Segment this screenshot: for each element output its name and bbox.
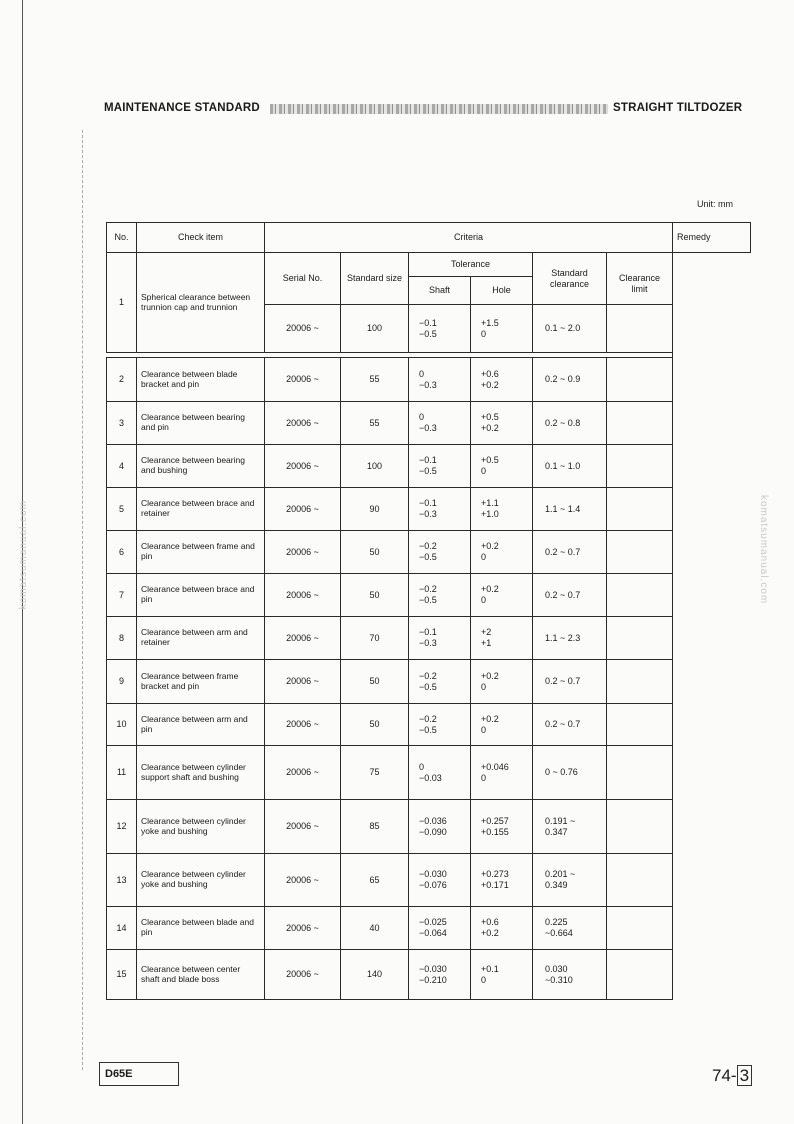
standard-size: 85	[341, 800, 409, 854]
hole-tolerance: +0.273 +0.171	[471, 854, 533, 907]
watermark-left: komatsumanual.com	[18, 500, 29, 610]
serial-no: 20006 ~	[265, 402, 341, 445]
table-row	[107, 531, 751, 574]
check-item: Clearance between bearing and bushing	[137, 445, 265, 488]
check-item: Clearance between frame bracket and pin	[137, 660, 265, 704]
clearance-limit	[607, 617, 673, 660]
clearance-limit	[607, 746, 673, 800]
header-check-item: Check item	[137, 223, 265, 253]
table-row	[107, 854, 751, 907]
standard-clearance: 0.2 ~ 0.7	[533, 531, 607, 574]
standard-size: 65	[341, 854, 409, 907]
check-item: Clearance between arm and pin	[137, 704, 265, 746]
header-shaft: Shaft	[409, 277, 471, 305]
row-no: 1	[107, 253, 137, 353]
table-header-row	[107, 223, 751, 253]
standard-size: 50	[341, 574, 409, 617]
clearance-limit	[607, 358, 673, 402]
shaft-tolerance: −0.2 −0.5	[409, 531, 471, 574]
standard-size: 55	[341, 402, 409, 445]
standard-clearance: 0.225 ~0.664	[533, 907, 607, 950]
check-item: Clearance between brace and retainer	[137, 488, 265, 531]
check-item: Clearance between blade and pin	[137, 907, 265, 950]
table-row	[107, 488, 751, 531]
serial-no: 20006 ~	[265, 704, 341, 746]
row-no: 11	[107, 746, 137, 800]
standard-size: 50	[341, 704, 409, 746]
check-item: Clearance between blade bracket and pin	[137, 358, 265, 402]
check-item: Clearance between brace and pin	[137, 574, 265, 617]
hole-tolerance: +0.257 +0.155	[471, 800, 533, 854]
page-number	[712, 1066, 752, 1086]
row-no: 10	[107, 704, 137, 746]
clearance-limit	[607, 445, 673, 488]
standard-size: 90	[341, 488, 409, 531]
table-row	[107, 800, 751, 854]
hole-tolerance: +0.2 0	[471, 574, 533, 617]
table-row	[107, 445, 751, 488]
standard-size: 40	[341, 907, 409, 950]
clearance-limit	[607, 531, 673, 574]
clearance-limit	[607, 907, 673, 950]
hole-tolerance: +0.2 0	[471, 531, 533, 574]
header-serial-no: Serial No.	[265, 253, 341, 305]
table-row	[107, 704, 751, 746]
maintenance-standard-table	[106, 222, 751, 1000]
serial-no: 20006 ~	[265, 617, 341, 660]
hole-tolerance: +0.046 0	[471, 746, 533, 800]
row-no: 5	[107, 488, 137, 531]
row-no: 7	[107, 574, 137, 617]
row-no: 3	[107, 402, 137, 445]
standard-clearance: 1.1 ~ 1.4	[533, 488, 607, 531]
unit-label: Unit: mm	[697, 199, 733, 209]
model-code: D65E	[99, 1062, 179, 1086]
table-row	[107, 660, 751, 704]
clearance-limit	[607, 704, 673, 746]
binding-dotted-line	[82, 130, 84, 1070]
clearance-limit	[607, 800, 673, 854]
section-title: MAINTENANCE STANDARD	[104, 102, 260, 114]
clearance-limit	[607, 950, 673, 1000]
standard-size: 50	[341, 531, 409, 574]
check-item: Clearance between arm and retainer	[137, 617, 265, 660]
remedy-column	[673, 253, 751, 1000]
check-item: Clearance between center shaft and blade boss	[137, 950, 265, 1000]
hole-tolerance: +0.2 0	[471, 660, 533, 704]
row-no: 14	[107, 907, 137, 950]
hole-tolerance: +1.5 0	[471, 305, 533, 353]
row-no: 13	[107, 854, 137, 907]
clearance-limit	[607, 854, 673, 907]
standard-size: 75	[341, 746, 409, 800]
header-clearance-limit: Clearance limit	[607, 253, 673, 305]
clearance-limit	[607, 660, 673, 704]
serial-no: 20006 ~	[265, 907, 341, 950]
serial-no: 20006 ~	[265, 950, 341, 1000]
table-row	[107, 574, 751, 617]
hole-tolerance: +0.6 +0.2	[471, 358, 533, 402]
standard-clearance: 0.191 ~ 0.347	[533, 800, 607, 854]
standard-clearance: 0.2 ~ 0.7	[533, 574, 607, 617]
clearance-limit	[607, 488, 673, 531]
clearance-limit	[607, 574, 673, 617]
row-no: 8	[107, 617, 137, 660]
table-row	[107, 358, 751, 402]
standard-clearance: 0.2 ~ 0.9	[533, 358, 607, 402]
table-row	[107, 617, 751, 660]
header-standard-clearance: Standard clearance	[533, 253, 607, 305]
shaft-tolerance: −0.1 −0.5	[409, 305, 471, 353]
standard-size: 50	[341, 660, 409, 704]
page-number-suffix: 3	[737, 1065, 752, 1086]
standard-clearance: 0.201 ~ 0.349	[533, 854, 607, 907]
header-hole: Hole	[471, 277, 533, 305]
shaft-tolerance: −0.030 −0.210	[409, 950, 471, 1000]
check-item: Clearance between frame and pin	[137, 531, 265, 574]
row-no: 6	[107, 531, 137, 574]
row-no: 2	[107, 358, 137, 402]
table-row	[107, 907, 751, 950]
hole-tolerance: +0.5 +0.2	[471, 402, 533, 445]
serial-no: 20006 ~	[265, 660, 341, 704]
standard-clearance: 0.2 ~ 0.8	[533, 402, 607, 445]
shaft-tolerance: −0.036 −0.090	[409, 800, 471, 854]
check-item: Spherical clearance between trunnion cap and trunnion	[137, 253, 265, 353]
standard-size: 100	[341, 305, 409, 353]
header-no: No.	[107, 223, 137, 253]
standard-size: 140	[341, 950, 409, 1000]
serial-no: 20006 ~	[265, 358, 341, 402]
check-item: Clearance between cylinder yoke and bushing	[137, 854, 265, 907]
clearance-limit	[607, 305, 673, 353]
shaft-tolerance: −0.1 −0.5	[409, 445, 471, 488]
hole-tolerance: +2 +1	[471, 617, 533, 660]
shaft-tolerance: 0 −0.3	[409, 358, 471, 402]
hole-tolerance: +1.1 +1.0	[471, 488, 533, 531]
standard-clearance: 1.1 ~ 2.3	[533, 617, 607, 660]
machine-type-title: STRAIGHT TILTDOZER	[613, 102, 743, 114]
header-criteria: Criteria	[265, 223, 673, 253]
standard-clearance: 0.1 ~ 1.0	[533, 445, 607, 488]
row-no: 9	[107, 660, 137, 704]
shaft-tolerance: 0 −0.3	[409, 402, 471, 445]
standard-clearance: 0 ~ 0.76	[533, 746, 607, 800]
shaft-tolerance: 0 −0.03	[409, 746, 471, 800]
header-remedy: Remedy	[673, 223, 751, 253]
standard-clearance: 0.2 ~ 0.7	[533, 704, 607, 746]
shaft-tolerance: −0.2 −0.5	[409, 660, 471, 704]
hole-tolerance: +0.5 0	[471, 445, 533, 488]
shaft-tolerance: −0.1 −0.3	[409, 617, 471, 660]
clearance-limit	[607, 402, 673, 445]
shaft-tolerance: −0.1 −0.3	[409, 488, 471, 531]
check-item: Clearance between cylinder support shaft and bushing	[137, 746, 265, 800]
shaft-tolerance: −0.025 −0.064	[409, 907, 471, 950]
standard-clearance: 0.030 ~0.310	[533, 950, 607, 1000]
header-tolerance: Tolerance	[409, 253, 533, 277]
shaft-tolerance: −0.030 −0.076	[409, 854, 471, 907]
check-item: Clearance between cylinder yoke and bushing	[137, 800, 265, 854]
hole-tolerance: +0.1 0	[471, 950, 533, 1000]
serial-no: 20006 ~	[265, 305, 341, 353]
row-no: 4	[107, 445, 137, 488]
watermark-right: komatsumanual.com	[758, 495, 769, 605]
standard-size: 70	[341, 617, 409, 660]
table-row	[107, 950, 751, 1000]
standard-size: 55	[341, 358, 409, 402]
hole-tolerance: +0.2 0	[471, 704, 533, 746]
table-row	[107, 746, 751, 800]
serial-no: 20006 ~	[265, 488, 341, 531]
serial-no: 20006 ~	[265, 531, 341, 574]
serial-no: 20006 ~	[265, 445, 341, 488]
check-item: Clearance between bearing and pin	[137, 402, 265, 445]
table-row	[107, 402, 751, 445]
hole-tolerance: +0.6 +0.2	[471, 907, 533, 950]
header-standard-size: Standard size	[341, 253, 409, 305]
serial-no: 20006 ~	[265, 746, 341, 800]
subheader-row-top	[107, 253, 751, 277]
serial-no: 20006 ~	[265, 800, 341, 854]
serial-no: 20006 ~	[265, 574, 341, 617]
page-number-prefix: 74-	[712, 1066, 737, 1085]
standard-clearance: 0.2 ~ 0.7	[533, 660, 607, 704]
serial-no: 20006 ~	[265, 854, 341, 907]
standard-size: 100	[341, 445, 409, 488]
row-no: 15	[107, 950, 137, 1000]
shaft-tolerance: −0.2 −0.5	[409, 574, 471, 617]
row-no: 12	[107, 800, 137, 854]
shaft-tolerance: −0.2 −0.5	[409, 704, 471, 746]
header-rule-band	[270, 104, 608, 114]
standard-clearance: 0.1 ~ 2.0	[533, 305, 607, 353]
